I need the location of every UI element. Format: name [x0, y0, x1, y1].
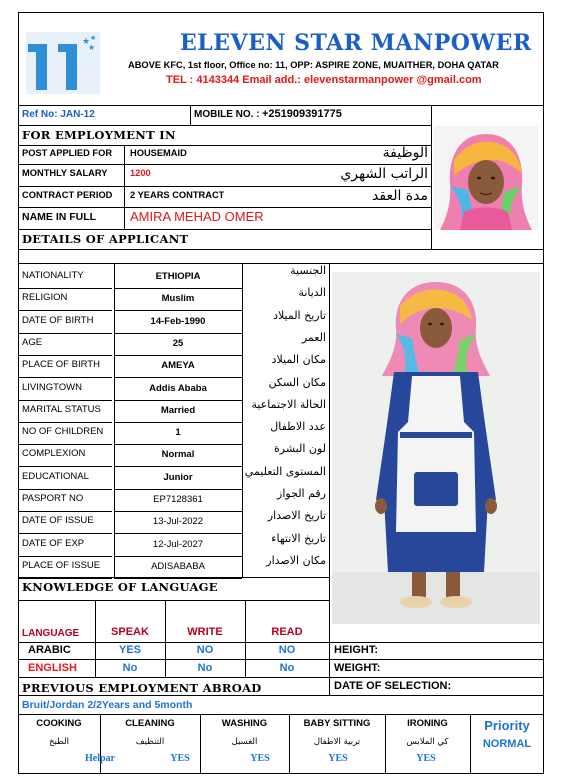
detail-row-rule: [114, 422, 242, 423]
detail-arabic-label: تاريخ الانتهاء: [271, 532, 326, 545]
priority-value: NORMAL: [482, 738, 532, 750]
arabic-speak: YES: [118, 644, 141, 656]
name-value: AMIRA MEHAD OMER: [130, 209, 264, 224]
skill-cleaning-value: YES: [170, 753, 190, 764]
detail-col-rule: [242, 263, 243, 577]
detail-label: RELIGION: [22, 292, 68, 303]
company-contact: TEL : 4143344 Email add.: elevenstarmanpower @gmail.com: [166, 74, 482, 86]
detail-row-rule: [114, 578, 242, 579]
company-name: ELEVEN STAR MANPOWER: [180, 30, 532, 56]
skill-washing-ar: الغسيل: [231, 737, 258, 747]
detail-row-rule: [114, 511, 242, 512]
skill-cooking-label: COOKING: [36, 718, 82, 729]
language-header: LANGUAGE: [22, 628, 80, 639]
svg-text:★: ★: [82, 36, 91, 46]
detail-label: MARITAL STATUS: [22, 404, 101, 415]
detail-arabic-label: الحالة الاجتماعية: [251, 398, 326, 411]
detail-label: PASPORT NO: [22, 493, 84, 504]
detail-arabic-label: الجنسية: [290, 264, 326, 277]
skill-washing-label: WASHING: [221, 718, 268, 729]
language-arabic: ARABIC: [28, 644, 71, 656]
weight-label: WEIGHT:: [334, 662, 381, 674]
priority-label: Priority: [484, 718, 530, 733]
previous-employment-title: PREVIOUS EMPLOYMENT ABROAD: [22, 681, 262, 695]
applicant-full-photo: [332, 272, 540, 624]
skill-cooking-ar: الطبخ: [49, 737, 69, 747]
arabic-write: NO: [196, 644, 214, 656]
detail-label: NO OF CHILDREN: [22, 426, 104, 437]
language-english: ENGLISH: [28, 662, 77, 674]
previous-employment-value: Bruit/Jordan 2/2Years and 5month: [22, 699, 193, 711]
detail-value: Married: [160, 405, 196, 416]
detail-label: NATIONALITY: [22, 270, 84, 281]
employment-section-title: FOR EMPLOYMENT IN: [22, 128, 176, 142]
arabic-read: NO: [278, 644, 296, 656]
detail-row-rule: [18, 377, 112, 378]
skill-ironing-value: YES: [416, 753, 436, 764]
detail-arabic-label: تاريخ الاصدار: [267, 509, 326, 522]
skill-washing-value: YES: [250, 753, 270, 764]
skill-babysitting-label: BABY SITTING: [303, 718, 371, 729]
detail-row-rule: [18, 578, 112, 579]
read-header: READ: [271, 626, 303, 638]
detail-value: EP7128361: [153, 494, 203, 505]
detail-row-rule: [18, 288, 112, 289]
salary-label: MONTHLY SALARY: [22, 168, 108, 178]
skill-babysitting-ar: تربية الاطفال: [313, 737, 361, 747]
detail-row-rule: [18, 355, 112, 356]
detail-arabic-label: تاريخ الميلاد: [273, 309, 326, 322]
detail-label: LIVINGTOWN: [22, 382, 82, 393]
detail-label: DATE OF ISSUE: [22, 515, 94, 526]
detail-row-rule: [114, 444, 242, 445]
detail-value: 1: [175, 427, 181, 438]
detail-col-rule: [114, 263, 115, 577]
detail-row-rule: [114, 333, 242, 334]
detail-row-rule: [18, 422, 112, 423]
detail-row-rule: [18, 310, 112, 311]
detail-label: COMPLEXION: [22, 448, 86, 459]
company-logo: [24, 30, 102, 96]
detail-arabic-label: مكان الميلاد: [271, 353, 326, 366]
applicant-passport-photo: [434, 126, 538, 230]
detail-row-rule: [18, 556, 112, 557]
detail-label: PLACE OF BIRTH: [22, 359, 100, 370]
ref-number: Ref No: JAN-12: [22, 109, 95, 120]
detail-row-rule: [114, 288, 242, 289]
detail-value: 25: [172, 338, 184, 349]
details-section-title: DETAILS OF APPLICANT: [22, 232, 189, 246]
detail-value: Normal: [161, 449, 195, 460]
company-address: ABOVE KFC, 1st floor, Office no: 11, OPP: ASPIRE ZONE, MUAITHER, DOHA QATAR: [128, 60, 499, 70]
detail-arabic-label: العمر: [301, 331, 326, 344]
mobile-label: MOBILE NO. :: [194, 109, 260, 120]
detail-label: DATE OF BIRTH: [22, 315, 94, 326]
write-header: WRITE: [187, 626, 223, 638]
detail-arabic-label: رقم الجواز: [277, 487, 326, 500]
detail-arabic-label: عدد الاطفال: [270, 420, 326, 433]
detail-label: EDUCATIONAL: [22, 471, 89, 482]
post-applied-ar: الوظيفة: [382, 145, 428, 161]
date-of-selection-label: DATE OF SELECTION:: [334, 680, 452, 692]
detail-row-rule: [18, 444, 112, 445]
detail-value: ETHIOPIA: [155, 271, 201, 282]
salary-ar: الراتب الشهري: [340, 166, 428, 182]
skill-babysitting-value: YES: [328, 753, 348, 764]
speak-header: SPEAK: [111, 626, 149, 638]
detail-value: 14-Feb-1990: [150, 316, 206, 327]
detail-row-rule: [18, 533, 112, 534]
detail-row-rule: [18, 333, 112, 334]
skill-cooking-value: Helpar: [85, 753, 115, 764]
detail-row-rule: [18, 400, 112, 401]
detail-label: AGE: [22, 337, 43, 348]
height-label: HEIGHT:: [334, 644, 378, 656]
detail-value: 13-Jul-2022: [152, 516, 204, 527]
mobile-number: +251909391775: [262, 108, 342, 120]
skill-cleaning-label: CLEANING: [125, 718, 175, 729]
post-applied-value: HOUSEMAID: [130, 148, 187, 158]
contract-value: 2 YEARS CONTRACT: [130, 190, 225, 200]
contract-ar: مدة العقد: [372, 188, 428, 204]
detail-arabic-label: الديانة: [298, 286, 326, 299]
detail-row-rule: [114, 310, 242, 311]
skill-ironing-label: IRONING: [407, 718, 448, 729]
name-label: NAME IN FULL: [22, 211, 97, 223]
detail-value: Addis Ababa: [149, 383, 207, 394]
detail-value: ADISABABA: [151, 561, 205, 572]
detail-arabic-label: مكان الاصدار: [266, 554, 326, 567]
detail-row-rule: [114, 377, 242, 378]
skill-ironing-ar: كي الملابس: [406, 737, 449, 747]
detail-row-rule: [114, 355, 242, 356]
detail-row-rule: [114, 400, 242, 401]
detail-arabic-label: مكان السكن: [268, 376, 326, 389]
detail-value: AMEYA: [161, 360, 195, 371]
detail-label: DATE OF EXP: [22, 538, 85, 549]
detail-value: Junior: [163, 472, 193, 483]
contract-label: CONTRACT PERIOD: [22, 190, 113, 200]
detail-value: Muslim: [161, 293, 195, 304]
detail-row-rule: [114, 556, 242, 557]
detail-row-rule: [18, 489, 112, 490]
detail-row-rule: [114, 489, 242, 490]
english-speak: No: [122, 662, 138, 674]
salary-value: 1200: [130, 168, 151, 178]
detail-arabic-label: المستوى التعليمي: [244, 465, 326, 478]
detail-row-rule: [18, 466, 112, 467]
detail-arabic-label: لون البشرة: [274, 442, 326, 455]
detail-row-rule: [114, 466, 242, 467]
english-write: No: [197, 662, 213, 674]
english-read: No: [279, 662, 295, 674]
detail-row-rule: [18, 511, 112, 512]
svg-text:★: ★: [88, 43, 96, 52]
language-section-title: KNOWLEDGE OF LANGUAGE: [22, 580, 218, 594]
detail-label: PLACE OF ISSUE: [22, 560, 101, 571]
post-applied-label: POST APPLIED FOR: [22, 148, 113, 158]
skill-cleaning-ar: التنظيف: [135, 737, 165, 747]
detail-value: 12-Jul-2027: [152, 539, 204, 550]
detail-row-rule: [114, 533, 242, 534]
svg-text:★: ★: [90, 35, 97, 42]
